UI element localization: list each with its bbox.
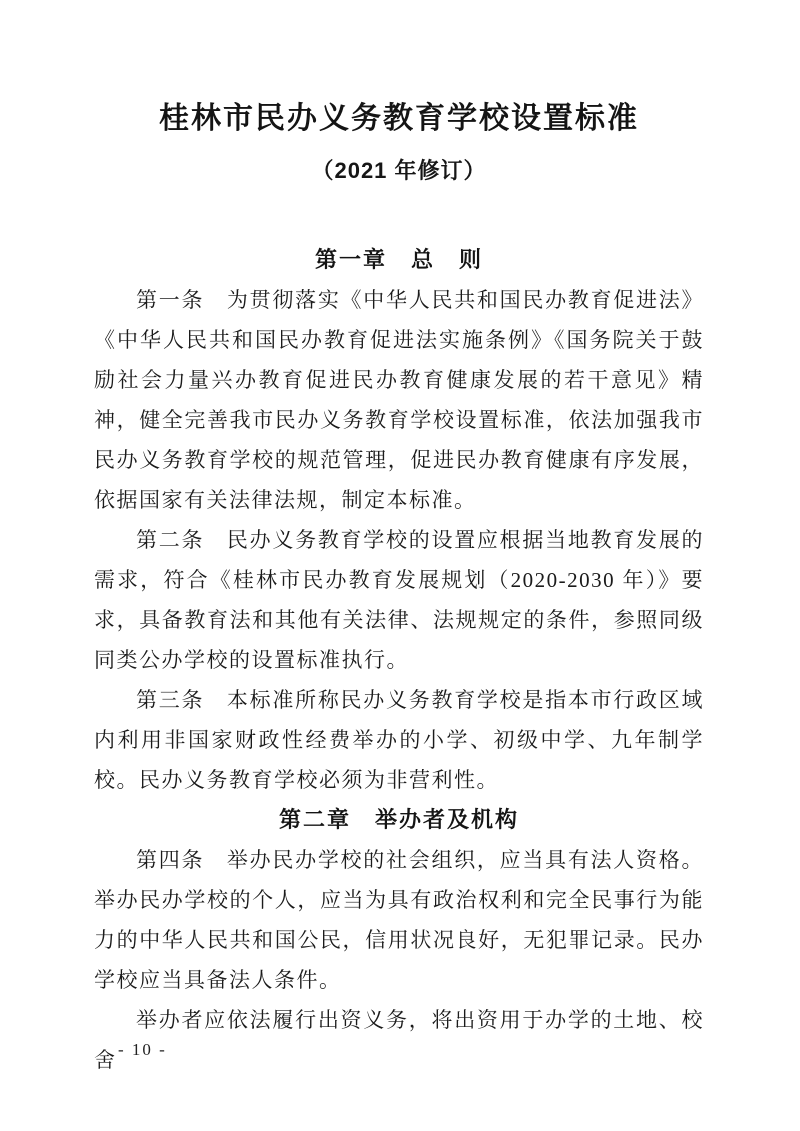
document-title: 桂林市民办义务教育学校设置标准 [159,102,639,135]
paragraph-article-2: 第二条 民办义务教育学校的设置应根据当地教育发展的需求，符合《桂林市民办教育发展规划（2020-2030 年）》要求，具备教育法和其他有关法律、法规规定的条件，参照同级同类公办学校的设置标准执行。 [94,528,704,672]
chapter-1-heading: 第一章 总 则 [314,247,483,272]
chapter-1 [94,240,704,800]
chapter-2 [94,800,704,1080]
paragraph-article-4-continued: 举办者应依法履行出资义务，将出资用于办学的土地、校舍 [94,1008,704,1072]
page-number: - 10 - [118,1040,167,1059]
document-subtitle: （2021 年修订） [311,158,487,183]
paragraph-article-4: 第四条 举办民办学校的社会组织，应当具有法人资格。举办民办学校的个人，应当为具有政治权利和完全民事行为能力的中华人民共和国公民，信用状况良好，无犯罪记录。民办学校应当具备法人条件。 [94,848,704,992]
paragraph-article-3: 第三条 本标准所称民办义务教育学校是指本市行政区域内利用非国家财政性经费举办的小学、初级中学、九年制学校。民办义务教育学校必须为非营利性。 [94,688,704,792]
paragraph-article-1: 第一条 为贯彻落实《中华人民共和国民办教育促进法》《中华人民共和国民办教育促进法实施条例》《国务院关于鼓励社会力量兴办教育促进民办教育健康发展的若干意见》精神，健全完善我市民办义务教育学校设置标准，依法加强我市民办义务教育学校的规范管理，促进民办教育健康有序发展，依据国家有关法律法规，制定本标准。 [94,288,704,512]
chapter-2-heading: 第二章 举办者及机构 [278,807,519,832]
